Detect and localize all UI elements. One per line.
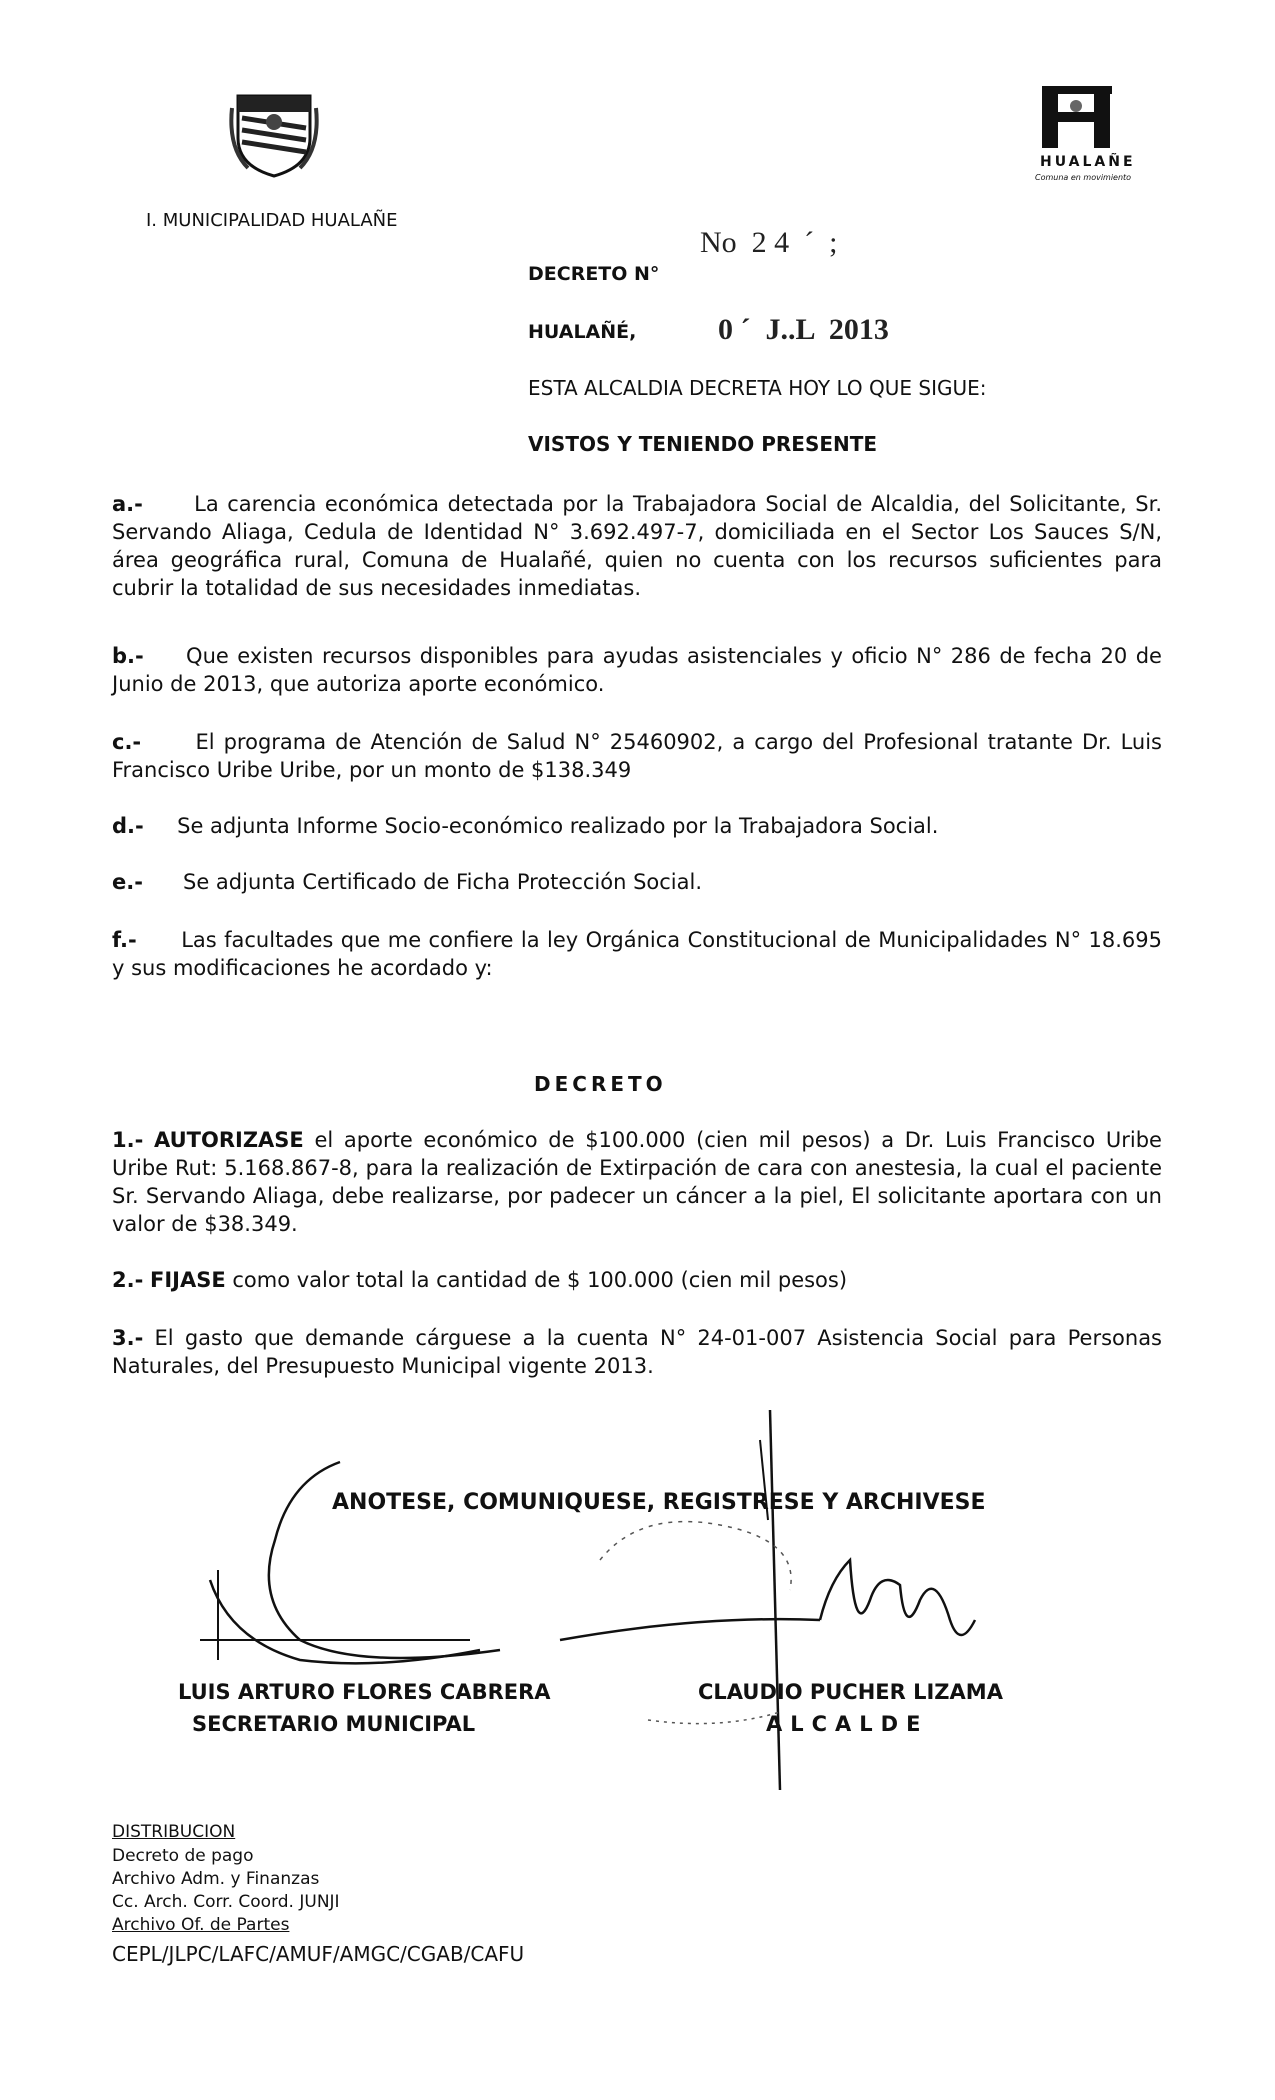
place-label: HUALAÑÉ, [528, 321, 637, 343]
considerations-heading: VISTOS Y TENIENDO PRESENTE [528, 432, 878, 456]
closing-formula: ANOTESE, COMUNIQUESE, REGISTRESE Y ARCHIVESE [332, 1490, 986, 1515]
logo-tagline: Comuna en movimiento [1035, 173, 1132, 182]
consideration-letter: f.- [112, 928, 137, 952]
consideration-letter: b.- [112, 644, 144, 668]
left-signatory-name: LUIS ARTURO FLORES CABRERA [178, 1680, 551, 1704]
decree-number-label: DECRETO N° [528, 263, 660, 285]
distribution-line: Archivo Of. de Partes [112, 1915, 290, 1935]
municipality-name: I. MUNICIPALIDAD HUALAÑE [146, 210, 398, 231]
left-signatory-title: SECRETARIO MUNICIPAL [192, 1712, 476, 1736]
consideration-letter: d.- [112, 814, 144, 838]
distribution-line: Cc. Arch. Corr. Coord. JUNJI [112, 1892, 340, 1912]
right-signatory-name: CLAUDIO PUCHER LIZAMA [698, 1680, 1003, 1704]
consideration-text: Que existen recursos disponibles para ayudas asistenciales y oficio N° 286 de fecha 20 de Junio de 2013, que autoriza aporte económico. [112, 644, 1162, 696]
decree-item-text: el aporte económico de $100.000 (cien mil pesos) a Dr. Luis Francisco Uribe Uribe Rut: 5.168.867-8, para la realización de Extirpación de cara con anestesia, la cual el paciente Sr. Servando Aliaga, debe realizarse, por padecer un cáncer a la piel, El solicitante aportara con un valor de $38.349. [112, 1128, 1162, 1236]
consideration-text: La carencia económica detectada por la Trabajadora Social de Alcaldia, del Solicitante, Sr. Servando Aliaga, Cedula de Identidad N° 3.692.497-7, domiciliada en el Sector Los Sauces S/N, área geográfica rural, Comuna de Hualañé, quien no cuenta con los recursos suficientes para cubrir la totalidad de sus necesidades inmediatas. [112, 492, 1162, 600]
intro-line: ESTA ALCALDIA DECRETA HOY LO QUE SIGUE: [528, 376, 987, 400]
decree-item-text: como valor total la cantidad de $ 100.000 (cien mil pesos) [225, 1268, 848, 1292]
distribution-initials: CEPL/JLPC/LAFC/AMUF/AMGC/CGAB/CAFU [112, 1942, 525, 1966]
consideration-letter: e.- [112, 870, 143, 894]
distribution-line: Archivo Adm. y Finanzas [112, 1869, 320, 1889]
consideration-text: El programa de Atención de Salud N° 25460902, a cargo del Profesional tratante Dr. Luis Francisco Uribe Uribe, por un monto de $138.349 [112, 730, 1162, 782]
right-signatory-title: ALCALDE [766, 1712, 929, 1736]
decree-item-keyword: AUTORIZASE [154, 1128, 304, 1152]
consideration-letter: a.- [112, 492, 143, 516]
date-stamp: 0 ˊ J..L 2013 [718, 313, 889, 346]
decree-item-text: El gasto que demande cárguese a la cuenta N° 24-01-007 Asistencia Social para Personas Naturales, del Presupuesto Municipal vigente 2013. [112, 1326, 1162, 1378]
logo-wordmark: HUALAÑE [1040, 154, 1136, 170]
decree-item-keyword: FIJASE [150, 1268, 226, 1292]
decree-heading: DECRETO [534, 1072, 667, 1096]
decree-item-number: 3.- [112, 1326, 144, 1350]
distribution-heading: DISTRIBUCION [112, 1822, 236, 1842]
decree-item-number: 2.- [112, 1268, 144, 1292]
distribution-line: Decreto de pago [112, 1846, 254, 1866]
decree-number-stamp: No 2 4 ˊ ; [700, 226, 838, 259]
consideration-letter: c.- [112, 730, 142, 754]
consideration-text: Se adjunta Informe Socio-económico realizado por la Trabajadora Social. [177, 814, 939, 838]
consideration-text: Las facultades que me confiere la ley Orgánica Constitucional de Municipalidades N° 18.695 y sus modificaciones he acordado y: [112, 928, 1162, 980]
decree-item-number: 1.- [112, 1128, 144, 1152]
consideration-text: Se adjunta Certificado de Ficha Protección Social. [183, 870, 703, 894]
